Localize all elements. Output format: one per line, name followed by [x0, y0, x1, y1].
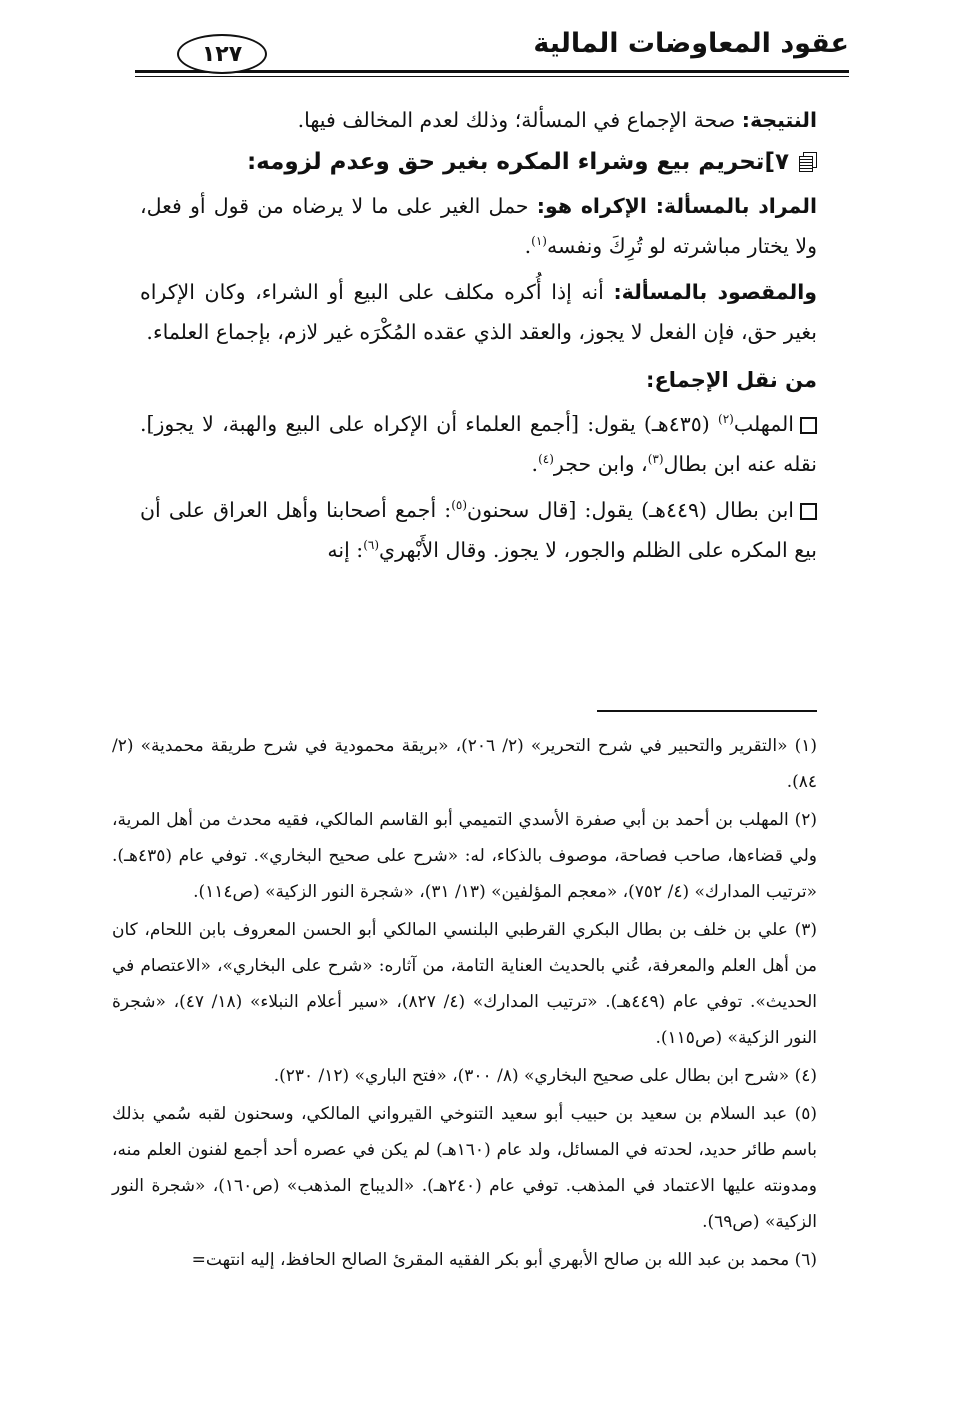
footnote-ref-2[interactable]: (٢)	[718, 412, 734, 427]
square-bullet-icon	[800, 417, 817, 434]
item2-text2: : أجمع أصحابنا وأهل العراق على أن بيع المكره على الظلم والجور، لا يجوز. وقال الأَبْهري	[140, 498, 817, 562]
meaning-end: .	[524, 234, 532, 258]
meaning-text: حمل الغير على ما لا يرضاه من قول أو فعل، ولا يختار مباشرته لو تُرِكَ ونفسه	[140, 194, 817, 258]
intended-paragraph	[140, 272, 817, 352]
header-rule-thin	[135, 76, 849, 77]
main-text	[140, 100, 817, 570]
transmission-item-1	[140, 404, 817, 484]
footnote-3: (٣) علي بن خلف بن بطال البكري القرطبي البلنسي المالكي أبو الحسن المعروف بابن اللحام، كان من أهل العلم والمعرفة، عُني بالحديث العناية التامة، من آثاره: «شرح على البخاري»، «الاعتصام في الحديث». توفي عام (٤٤٩هـ). «ترتيب المدارك» (٤/ ٨٢٧)، «سير أعلام النبلاء» (١٨/ ٤٧)، «شجرة النور الزكية» (ص١١٥).	[112, 920, 818, 1048]
square-bullet-icon	[800, 503, 817, 520]
footnote-separator	[597, 710, 817, 712]
footnote-1: (١) «التقرير والتحبير في شرح التحرير» (٢/ ٢٠٦)، «بريقة محمودية في شرح طريقة محمدية» (٢/ ٨٤).	[112, 736, 818, 792]
page-header	[135, 26, 849, 76]
footnotes	[112, 728, 817, 1280]
item1-text2: ، وابن حجر	[553, 452, 648, 476]
meaning-label: المراد بالمسألة:	[655, 194, 817, 218]
result-text: صحة الإجماع في المسألة؛ وذلك لعدم المخالف فيها.	[297, 108, 742, 132]
item1-end: .	[531, 452, 539, 476]
item2-text: ابن بطال (٤٤٩هـ) يقول: [قال سحنون	[467, 498, 795, 522]
running-title: عقود المعاوضات المالية	[533, 28, 849, 59]
transmission-heading: من نقل الإجماع:	[646, 368, 817, 392]
section-number: ٧]	[764, 149, 789, 175]
page-number: ١٢٧	[177, 34, 267, 74]
footnote-ref-3[interactable]: (٣)	[647, 452, 664, 467]
section-heading	[140, 142, 817, 182]
item2-text3: : إنه	[327, 538, 364, 562]
footnote-2: (٢) المهلب بن أحمد بن أبي صفرة الأسدي التميمي أبو القاسم المالكي، فقيه محدث من أهل المرية، ولي قضاءها، صاحب فصاحة، موصوف بالذكاء، له: «شرح على صحيح البخاري». توفي عام (٤٣٥هـ). «ترتيب المدارك» (٤/ ٧٥٢)، «معجم المؤلفين» (١٣/ ٣١)، «شجرة النور الزكية» (ص١١٤).	[112, 810, 817, 902]
footnote-ref-6[interactable]: (٦)	[363, 538, 380, 553]
transmission-item-2	[140, 490, 817, 570]
footnote-4: (٤) «شرح ابن بطال على صحيح البخاري» (٨/ ٣٠٠)، «فتح الباري» (١٢/ ٢٣٠).	[273, 1066, 817, 1086]
item1-name: المهلب	[733, 412, 795, 436]
footnote-ref-4[interactable]: (٤)	[538, 452, 554, 467]
intended-label: والمقصود بالمسألة:	[613, 280, 817, 304]
footnote-6: (٦) محمد بن عبد الله بن صالح الأبهري أبو بكر الفقيه المقرئ الصالح الحافظ، إليه انتهت=	[191, 1250, 817, 1270]
footnote-5: (٥) عبد السلام بن سعيد بن حبيب أبو سعيد التنوخي القيرواني المالكي، وسحنون لقبه سُمي بذلك باسم طائر حديد، لحدته في المسائل، ولد عام (١٦٠هـ) لم يكن في عصره أحد أجمع لفنون العلم منه، ومدونته عليها الاعتماد في المذهب. توفي عام (٢٤٠هـ). «الديباج المذهب» (ص١٦٠)، «شجرة النور الزكية» (ص٦٩).	[112, 1104, 818, 1232]
intended-text: أنه إذا أُكره مكلف على البيع أو الشراء، وكان الإكراه بغير حق، فإن الفعل لا يجوز، والعقد الذي عقده المُكْرَه غير لازم، بإجماع العلماء.	[140, 280, 817, 344]
section-copy-icon	[799, 152, 817, 172]
item1-text: (٤٣٥هـ) يقول: [أجمع العلماء أن الإكراه على البيع والهبة، لا يجوز]. نقله عنه ابن بطال	[140, 412, 817, 476]
section-title: تحريم بيع وشراء المكره بغير حق وعدم لزومه:	[246, 149, 765, 175]
result-label: النتيجة:	[741, 108, 817, 132]
meaning-paragraph	[140, 186, 817, 266]
ikrah-label: الإكراه هو:	[536, 194, 656, 218]
result-paragraph	[140, 100, 817, 140]
footnote-ref-5[interactable]: (٥)	[451, 498, 468, 513]
footnote-ref-1[interactable]: (١)	[531, 234, 547, 249]
